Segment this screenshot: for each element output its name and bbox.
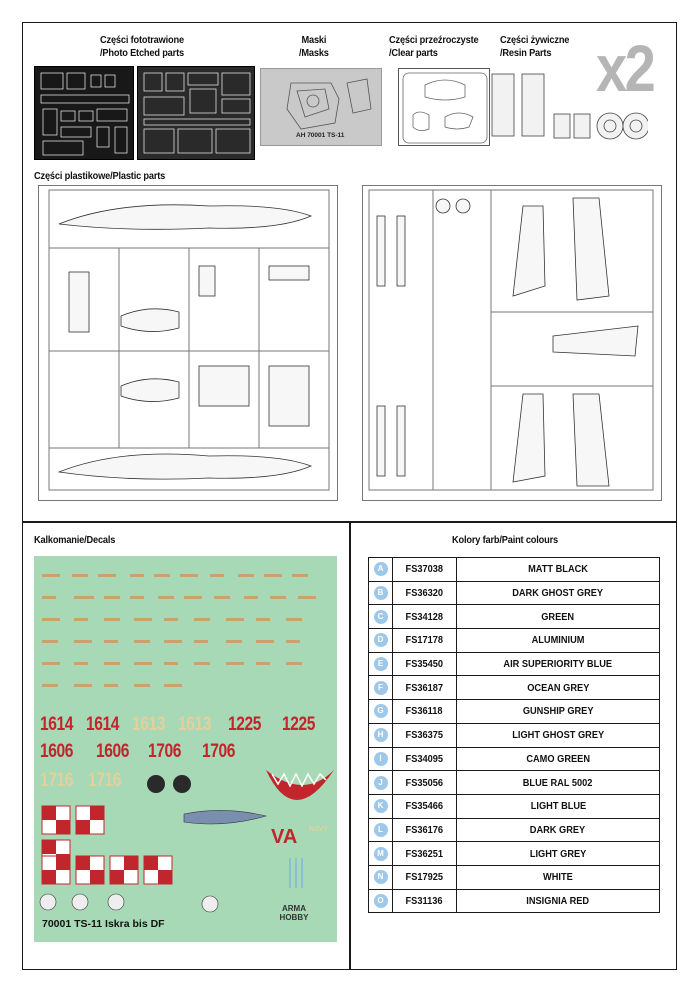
paint-code: FS17925 [405,871,444,884]
photo-etched-fret-2 [137,66,255,160]
paint-letter-icon: H [374,728,388,742]
vertical-divider [349,521,351,970]
paint-name-cell [457,865,660,889]
quantity-multiplier: x2 [596,31,654,105]
paint-row [369,605,660,629]
mask-code: AH 70001 TS-11 [296,132,345,139]
paint-letter-cell [369,771,393,795]
paint-row [369,865,660,889]
paint-code-cell [393,842,457,866]
paint-name-cell [457,629,660,653]
paint-name: WHITE [543,871,573,884]
shark-mouth [266,770,334,800]
paint-letter-icon: J [374,776,388,790]
paint-letter-icon: L [374,823,388,837]
paint-letter-cell [369,700,393,724]
decal-number-8: 1606 [96,741,130,762]
paint-code-cell [393,723,457,747]
paint-letter-cell [369,794,393,818]
paint-name-cell [457,652,660,676]
paint-row [369,889,660,913]
blue-stripes [290,858,302,888]
decal-sheet-title: 70001 TS-11 Iskra bis DF [42,918,165,930]
paint-name: LIGHT BLUE [530,800,586,813]
resin-parts-drawing [488,62,648,152]
clear-parts-heading-en: /Clear parts [389,47,438,59]
plastic-sprue-right [362,185,662,501]
paint-letter-icon: B [374,586,388,600]
paint-name: LIGHT GHOST GREY [512,729,604,742]
decal-number-12: 1716 [88,770,122,791]
paint-code: FS36251 [405,847,444,860]
paint-code: FS36187 [405,681,444,694]
decal-stencils [34,556,337,706]
paint-letter-icon: C [374,610,388,624]
paint-name-cell [457,747,660,771]
photo-etched-fret-1 [34,66,134,160]
paint-letter-cell [369,818,393,842]
paint-name-cell [457,558,660,582]
resin-parts-heading [500,34,569,60]
shark-mouth-small [184,810,266,824]
paint-letter-icon: F [374,681,388,695]
paint-code-cell [393,581,457,605]
paint-row [369,581,660,605]
paint-name-cell [457,889,660,913]
clear-parts-drawing [399,69,491,147]
paint-letter-icon: K [374,799,388,813]
paint-name: GUNSHIP GREY [522,705,594,718]
paint-name: BLUE RAL 5002 [523,776,593,789]
masks-heading [299,34,329,60]
paint-letter-icon: O [374,894,388,908]
masks-heading-pl: Maski [301,34,327,46]
paint-letter-cell [369,652,393,676]
paint-name: INSIGNIA RED [526,894,590,907]
paint-letter-cell [369,865,393,889]
paint-name: LIGHT GREY [529,847,587,860]
paint-name-cell [457,818,660,842]
paint-code-cell [393,629,457,653]
decal-number-1: 1614 [40,714,74,735]
paint-code-cell [393,605,457,629]
paint-letter-icon: A [374,562,388,576]
arma-hobby-logo: ARMA HOBBY [279,904,309,922]
paint-name: CAMO GREEN [526,752,590,765]
decal-number-3: 1613 [132,714,166,735]
clear-parts-heading [389,34,478,60]
paint-letter-cell [369,581,393,605]
decal-number-4: 1613 [178,714,212,735]
paint-letter-cell [369,842,393,866]
paint-code: FS37038 [405,563,444,576]
paint-row [369,794,660,818]
paint-code-cell [393,652,457,676]
decal-number-7: 1606 [40,741,74,762]
paint-name-cell [457,676,660,700]
paint-letter-cell [369,723,393,747]
paint-code-cell [393,676,457,700]
plastic-parts-heading: Części plastikowe/Plastic parts [34,170,166,182]
decal-va-marking: VA [271,826,298,848]
paint-code-cell [393,771,457,795]
decal-navy-marking: NAVY [309,826,328,833]
clear-parts-sprue [398,68,490,146]
panther-emblem-2 [173,775,191,793]
paint-row [369,676,660,700]
photo-etched-fret-2-pattern [138,67,256,161]
paint-name-cell [457,794,660,818]
paint-name-cell [457,581,660,605]
paint-letter-icon: M [374,847,388,861]
paint-code: FS36320 [405,587,444,600]
paint-colours-table [368,557,660,913]
paint-name-cell [457,700,660,724]
paint-letter-cell [369,889,393,913]
paint-letter-icon: D [374,633,388,647]
paint-letter-icon: N [374,870,388,884]
photo-etched-fret-1-pattern [35,67,135,161]
paint-code: FS31136 [405,894,443,907]
plastic-sprue-right-drawing [363,186,663,502]
paint-letter-cell [369,747,393,771]
photo-etched-heading-en: /Photo Etched parts [100,47,184,59]
paint-code-cell [393,818,457,842]
paint-code: FS34128 [405,610,444,623]
paint-code: FS36176 [405,823,444,836]
paint-row [369,700,660,724]
panther-emblem-1 [147,775,165,793]
paint-code-cell [393,889,457,913]
paint-name: GREEN [541,610,575,623]
paint-name-cell [457,605,660,629]
paint-letter-cell [369,558,393,582]
paint-name: DARK GHOST GREY [512,587,604,600]
paint-code-cell [393,558,457,582]
paint-code-cell [393,865,457,889]
paint-letter-cell [369,629,393,653]
paint-name: MATT BLACK [528,563,588,576]
plastic-sprue-left [38,185,338,501]
decal-number-9: 1706 [148,741,182,762]
clear-parts-heading-pl: Części przeźroczyste [389,34,479,46]
paint-code-cell [393,747,457,771]
paint-name: AIR SUPERIORITY BLUE [503,658,613,671]
paint-letter-icon: G [374,704,388,718]
decal-number-2: 1614 [86,714,120,735]
paint-name-cell [457,723,660,747]
decals-heading: Kalkomanie/Decals [34,534,116,546]
resin-parts-heading-pl: Części żywiczne [500,34,570,46]
paint-code: FS36118 [405,705,443,718]
paint-name-cell [457,842,660,866]
paint-row [369,842,660,866]
paint-code: FS35056 [405,776,444,789]
paint-row [369,723,660,747]
decal-number-10: 1706 [202,741,236,762]
plastic-sprue-left-drawing [39,186,339,502]
paint-row [369,771,660,795]
decal-number-11: 1716 [40,770,74,791]
paint-colours-heading: Kolory farb/Paint colours [452,534,558,546]
paint-code: FS17178 [405,634,444,647]
paint-code: FS36375 [405,729,444,742]
paint-name-cell [457,771,660,795]
paint-letter-cell [369,605,393,629]
paint-letter-icon: I [374,752,388,766]
paint-code-cell [393,794,457,818]
paint-code: FS34095 [405,752,444,765]
paint-colours-body [369,558,660,913]
photo-etched-heading-pl: Części fototrawione [100,34,184,46]
paint-code: FS35450 [405,658,444,671]
resin-parts-heading-en: /Resin Parts [500,47,552,59]
decal-number-6: 1225 [282,714,316,735]
photo-etched-heading [100,34,184,60]
squadron-patches [40,894,218,912]
polish-checkerboards [42,806,172,884]
paint-code: FS35466 [405,800,444,813]
decal-number-5: 1225 [228,714,262,735]
paint-name: ALUMINIUM [531,634,585,647]
paint-row [369,629,660,653]
paint-letter-cell [369,676,393,700]
paint-row [369,818,660,842]
masks-heading-en: /Masks [299,47,329,59]
paint-row [369,747,660,771]
paint-row [369,558,660,582]
paint-name: DARK GREY [530,823,586,836]
paint-name: OCEAN GREY [526,681,590,694]
paint-code-cell [393,700,457,724]
paint-row [369,652,660,676]
paint-letter-icon: E [374,657,388,671]
